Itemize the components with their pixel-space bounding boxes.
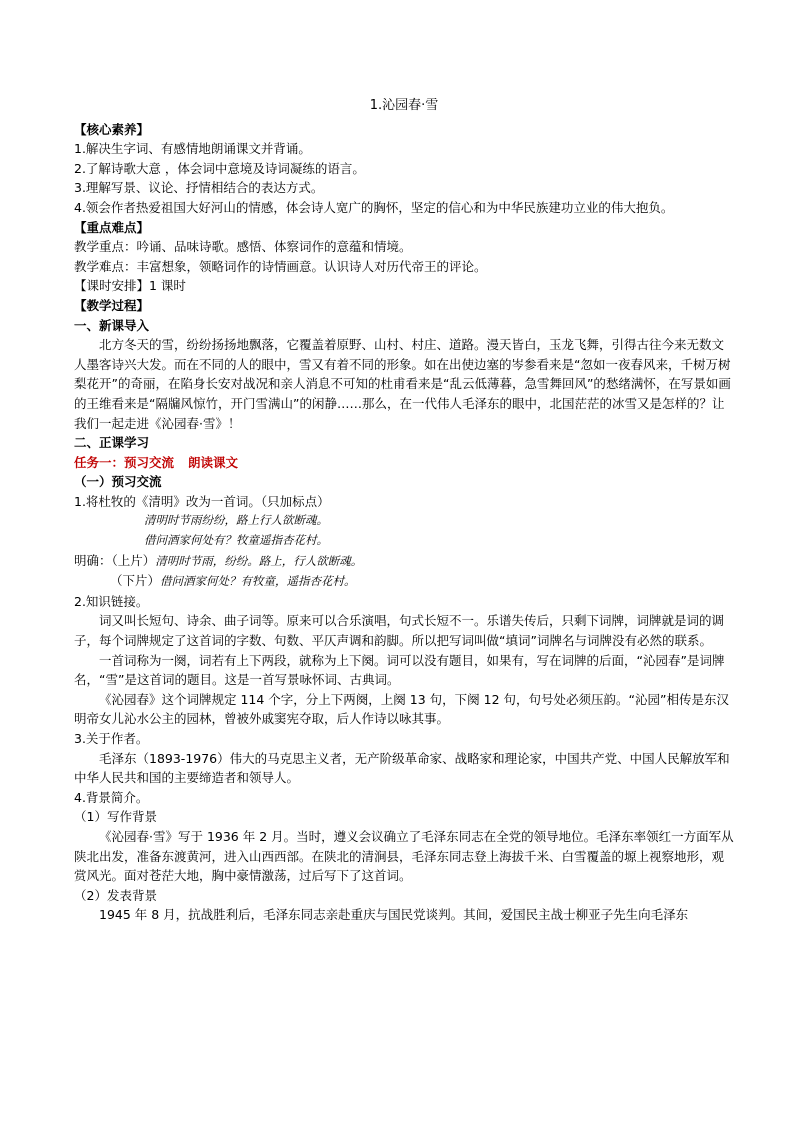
answer-line-2 [74,571,734,592]
process-heading: 【教学过程】 [74,297,150,313]
core-heading: 【核心素养】 [74,121,150,137]
core-item-3: 3.理解写景、议论、抒情相结合的表达方式。 [74,180,324,196]
section1-text: 北方冬天的雪，纷纷扬扬地飘落，它覆盖着原野、山村、村庄、道路。漫天皆白，玉龙飞舞，引得古往今来无数文人墨客诗兴大发。而在不同的人的眼中，雪又有着不同的形象。如在出使边塞的岑参看来是“忽如一夜春风来，千树万树梨花开”的奇丽，在陷身长安对战况和亲人消息不可知的杜甫看来是“乱云低薄暮，急雪舞回风”的愁绪满怀，在写景如画的王维看来是“隔牖风惊竹，开门雪满山”的闲静……那么，在一代伟人毛泽东的眼中，北国茫茫的冰雪又是怎样的？让我们一起走进《沁园春·雪》！ [74,337,731,431]
q2-paragraph-2: 一首词称为一阕，词若有上下两段，就称为上下阕。词可以没有题目，如果有，写在词牌的后面，“沁园春”是词牌名，“雪”是这首词的题目。这是一首写景咏怀词、古典词。 [74,652,725,688]
core-item-1: 1.解决生字词、有感情地朗诵课文并背诵。 [74,141,311,157]
q2-paragraph-3: 《沁园春》这个词牌规定 114 个字，分上下两阕，上阕 13 句，下阕 12 句，句号处必须压韵。“沁园”相传是东汉明帝女儿沁水公主的园林，曾被外戚窦宪夺取，后人作诗以咏其事。 [74,691,729,727]
document-page [74,96,734,925]
answer-text-1: 清明时节雨，纷纷。路上，行人欲断魂。 [155,553,363,568]
task1-heading [74,453,734,473]
answer-label-2: （下片） [110,573,161,589]
background-1-heading: （1）写作背景 [74,809,157,825]
core-item-4: 4.领会作者热爱祖国大好河山的情感，体会诗人宽广的胸怀，坚定的信心和为中华民族建功立业的伟大抱负。 [74,199,674,215]
section1-heading: 一、新课导入 [74,317,150,333]
background-2-heading: （2）发表背景 [74,887,157,903]
task1-title: 任务一：预习交流 [74,454,175,470]
answer-line-1 [74,551,734,572]
question-3: 3.关于作者。 [74,731,149,746]
difficulty: 教学难点：丰富想象，领略词作的诗情画意。认识诗人对历代帝王的评论。 [74,258,487,274]
key-point: 教学重点：吟诵、品味诗歌。感悟、体察词作的意蕴和情境。 [74,239,412,255]
question-4: 4.背景简介。 [74,789,149,805]
q3-paragraph: 毛泽东（1893-1976）伟大的马克思主义者，无产阶级革命家、战略家和理论家，中国共产党、中国人民解放军和中华人民共和国的主要缔造者和领导人。 [74,750,730,786]
core-item-2: 2.了解诗歌大意 ，体会词中意境及诗词凝练的语言。 [74,160,365,176]
schedule: 【课时安排】1 课时 [74,278,186,294]
background-2-text: 1945 年 8 月，抗战胜利后，毛泽东同志亲赴重庆与国民党谈判。其间，爱国民主战士柳亚子先生向毛泽东 [99,907,689,923]
section2-heading: 二、正课学习 [74,435,150,451]
poem-line-1: 清明时节雨纷纷，路上行人欲断魂。 [144,513,328,528]
question-1: 1.将杜牧的《清明》改为一首词。（只加标点） [74,493,330,509]
document-title: 1.沁园春·雪 [369,98,439,113]
task1-subtitle: 朗读课文 [188,454,239,470]
key-heading: 【重点难点】 [74,219,150,235]
answer-text-2: 借问酒家何处？有牧童，遥指杏花村。 [160,574,356,589]
poem-line-2: 借问酒家何处有？牧童遥指杏花村。 [144,533,328,548]
q2-paragraph-1: 词又叫长短句、诗余、曲子词等。原来可以合乐演唱，句式长短不一。乐谱失传后，只剩下词牌，词牌就是词的调子，每个词牌规定了这首词的字数、句数、平仄声调和韵脚。所以把写词叫做“填词”词牌名与词牌没有必然的联系。 [74,613,725,649]
sub1-heading: （一）预习交流 [74,474,162,490]
answer-label: 明确：（上片） [74,552,156,568]
question-2: 2.知识链接。 [74,593,149,609]
background-1-text: 《沁园春·雪》写于 1936 年 2 月。当时，遵义会议确立了毛泽东同志在全党的领导地位。毛泽东率领红一方面军从陕北出发，准备东渡黄河，进入山西西部。在陕北的清涧县，毛泽东同志登上海拔千米、白雪覆盖的塬上视察地形，观赏风光。面对苍茫大地，胸中豪情激荡，过后写下了这首词。 [74,828,734,884]
